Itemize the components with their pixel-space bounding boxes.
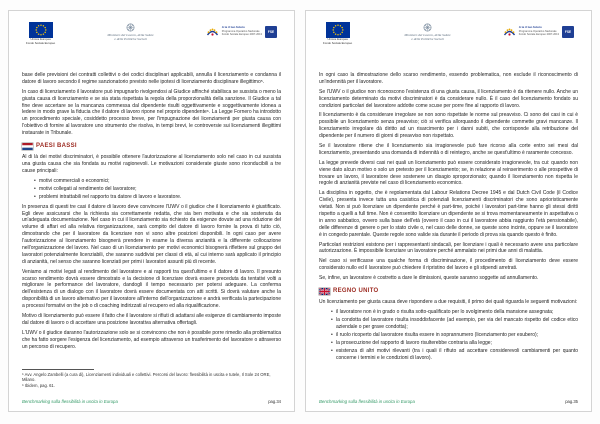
paragraph: L'UWV o il giudice daranno l'autorizzazione solo se si convincono che non è possibile porre rimedio alla problematica che ha fatto sorgere l'esigenza del licenziamento, ad esempio attraverso un trasferimento del lavoratore o attraverso un percorso di recupero.: [22, 329, 281, 350]
pon-text: [222, 26, 262, 37]
netherlands-flag-icon: [22, 143, 33, 150]
page-right: [305, 10, 592, 412]
bullet-list: [319, 309, 578, 361]
bullet-item: • il lavoratore non è in grado o risulta sotto-qualificato per lo svolgimento della mansione assegnata;: [331, 309, 578, 316]
pon-stars-icon: [206, 25, 219, 38]
page-left: [8, 10, 295, 412]
paragraph: Particolari restrizioni esistono per i rappresentanti sindacali, per licenziare i quali è necessario avere una particolare autorizzazione. È impossibile licenziare un lavoratore perché ammalato nei primi due anni di malattia.: [319, 241, 578, 255]
eu-flag-icon: [326, 22, 350, 38]
paragraph: La disciplina in oggetto, che è regolamentata dal Labour Relations Decree 1945 e dal Dutch Civil Code (il Codice Civile), presenta invece tutta una casistica di potenziali licenziamenti discriminatori che sono aprioristicamente vietati. Non si può licenziare un dipendente perché è part-time, poiché i lavoratori part-time hanno gli stessi diritti rispetto a quelli a full time. Non è consentito licenziare un dipendente se si trova momentaneamente in aspettativa o in anno sabbatico, ovvero sulla base dell'età (ovvero il caso in cui il lavoratore abbia raggiunto l'età pensionabile), delle differenze di genere o per lo stato civile o, nel caso delle donne, se queste sono incinte, oppure se il lavoratore è in congedo parentale. Queste regole sono valide sia durante il periodo di prova sia quando questo è finito.: [319, 190, 578, 238]
footnote: ⁶ Ibidem, pag. 61.: [22, 382, 55, 388]
eu-flag-logo: [26, 22, 55, 45]
bullet-item: • la prosecuzione del rapporto di lavoro risulterebbe contraria alla legge;: [331, 340, 578, 347]
ministry-name: Ministero del Lavoro, della Salute: [404, 33, 451, 37]
paragraph: In caso di licenziamento il lavoratore può impugnarlo rivolgendosi al Giudice affinché stabilisca se sussista o meno la giusta causa di licenziamento e se sia stata rispettata la regola della proporzionalità della sanzione. Il Giudice a tal fine deve accertare se la mancanza commessa dal dipendente risulti oggettivamente e soggettivamente idonea a ledere in modo grave la fiducia che il datore di lavoro ripone nel proprio dipendente⁶. La Legge Fornero ha introdotto un procedimento speciale, cosiddetto processo breve, per l'impugnazione dei licenziamenti per giusta causa con l'obiettivo di fornire al lavoratore uno strumento che risolva, in tempi brevi, le controversie sui licenziamenti illegittimi instaurate in Tribunale.: [22, 88, 281, 137]
eu-caption: Unione Europea: [30, 37, 51, 41]
ministry-logo: [404, 22, 450, 42]
pon-stars-icon: [503, 25, 516, 38]
fse-box: FSE: [562, 26, 574, 38]
paragraph: Se il lavoratore ritiene che il licenziamento sia irragionevole può fare ricorso alla corte entro sei mesi dal licenziamento, presentando una domanda di indennità o di reintegro, anche se quest'ultimo è raramente concesso.: [319, 143, 578, 156]
ministry-name: Ministero del Lavoro, della Salute: [107, 33, 154, 37]
page-header: [26, 22, 277, 60]
eu-caption: Unione Europea: [327, 37, 348, 41]
paragraph: Se l'UWV o il giudice non riconoscono l'esistenza di una giusta causa, il licenziamento è da ritenere nullo. Anche un licenziamento determinato da motivi discriminatori è da considerare nullo. È il caso del licenziamento fondato su condizioni particolari del lavoratore addotte come scuse per porre fine al rapporto di lavoro.: [319, 88, 578, 109]
section-heading-paesi-bassi: [22, 142, 281, 150]
pon-title: A te il tuo futuro: [221, 25, 245, 30]
footer-title: Benchmarking sulla flessibilità in uscita in Europa: [319, 399, 415, 404]
pon-subtitle: Programma Operativo Nazionale: [221, 30, 260, 34]
ministry-name: e delle Politiche Sociali: [411, 37, 444, 42]
bullet-item: • motivi collegati al rendimento del lavoratore;: [34, 186, 281, 193]
bullet-list: [22, 178, 281, 201]
page-footer: [319, 399, 578, 404]
paragraph: Un licenziamento per giusta causa deve rispondere a due requisiti, il primo dei quali riguarda le seguenti motivazioni:: [319, 299, 578, 306]
paragraph: Il licenziamento è da considerare irregolare se non sono rispettate le norme sul preavviso. Ci sono dei casi in cui è possibile un licenziamento senza preavviso; ciò si verifica allorquando il dipendente commette gravi mancanze. Il licenziamento irregolare dà diritto ad un risarcimento per i danni subiti, che corrisponde alla retribuzione del dipendente per il numero di giorni di preavviso non rispettato.: [319, 112, 578, 140]
fse-box: FSE: [265, 26, 277, 38]
pon-logo: [503, 22, 574, 38]
eu-flag-icon: [29, 22, 53, 38]
paragraph: Se, infine, un lavoratore è costretto a dare le dimissioni, queste saranno soggette ad annullamento.: [319, 275, 539, 282]
bullet-item: • esistenza di altri motivi rilevanti (tra i quali il rifiuto ad accettare considerevoli cambiamenti per quanto concerne i termini e le condizioni di lavoro).: [331, 348, 578, 362]
pon-subtitle: Programma Operativo Nazionale: [518, 30, 557, 34]
paragraph: Nel caso si verificasse una qualche forma di discriminazione, il procedimento di licenziamento deve essere considerato nullo ed il lavoratore può chiedere il ripristino del lavoro e gli stipendi arretrati.: [319, 258, 578, 272]
pon-subtitle: Fondo Sociale Europeo 2007-2013: [221, 33, 262, 37]
eu-caption: Fondo Sociale Europeo: [323, 40, 353, 45]
page-body: [22, 72, 281, 350]
pon-logo: [206, 22, 277, 38]
bullet-item: • il ruolo ricoperto dal lavoratore risulta essere in soprannumero (licenziamento per esubero);: [331, 332, 578, 339]
page-number: pag.34: [268, 399, 281, 404]
footnote: ⁵ Avv. Angelo Zambelli (a cura di), Licenziamenti individuali e collettivi. Percorsi del lavoro: flessibilità in uscita e tutele, Il Sole 24 ORE, Milano.: [22, 371, 271, 383]
footer-title: Benchmarking sulla flessibilità in uscita in Europa: [22, 399, 118, 404]
paragraph: In ogni caso la dimostrazione dello scarso rendimento, essendo problematica, non esclude il riconoscimento di un'indennità per il lavoratore.: [319, 72, 578, 85]
page-header: [323, 22, 574, 60]
page-number: pag.35: [565, 399, 578, 404]
paragraph: Motivo di licenziamento può essere il fatto che il lavoratore si rifiuti di adattarsi alle esigenze di cambiamento imposte dal datore di lavoro o di accettare una posizione lavorativa alternativa offertagli.: [22, 312, 281, 326]
ministry-logo: [107, 22, 153, 42]
paragraph: Veniamo ai motivi legati al rendimento del lavoratore e ai rapporti tra quest'ultimo e il datore di lavoro. Il presunto scarso rendimento dovrà essere dimostrato e la decisione di licenziare dovrà essere preceduta da tentativi volti a migliorare le performance del lavoratore, dandogli il tempo necessario per potersi adeguare. La conferma dell'esistenza di un dialogo con il lavoratore dovrà essere documentata con atti scritti. Si dovrà valutare anche la disponibilità di un lavoro alternativo per il lavoratore all'interno dell'organizzazione e andrà verificata la partecipazione a processi formativi on the job o di coaching indirizzati al recupero ed alla riqualificazione.: [22, 268, 282, 310]
pon-text: [519, 26, 559, 37]
paragraph: Al di là dei motivi discriminatori, è possibile ottenere l'autorizzazione al licenziamento solo nel caso in cui sussista una giusta causa che sia fondata su motivi ragionevoli. Le motivazioni considerate giuste sono riconducibili a tre cause principali:: [22, 154, 281, 175]
bullet-item: • problemi intrattabili nel rapporto tra datore di lavoro e lavoratore.: [34, 194, 281, 201]
eu-flag-logo: [323, 22, 352, 45]
pon-subtitle: Fondo Sociale Europeo 2007-2013: [518, 33, 559, 37]
section-title: PAESI BASSI: [36, 143, 77, 150]
footnote-rule: [22, 369, 94, 370]
ministry-name: e delle Politiche Sociali: [114, 37, 147, 42]
bullet-item: • motivi commerciali o economici;: [34, 178, 281, 185]
uk-flag-icon: [319, 288, 330, 295]
ministry-emblem-icon: [126, 23, 135, 32]
footnotes: [22, 369, 281, 388]
paragraph: In presenza di questi tre casi il datore di lavoro deve convincere l'UWV o il giudice che il licenziamento è giustificato. Egli deve assicurarsi che la richiesta sia correttamente redatta, che sia ben motivata e che sia sostenuta da un'adeguata documentazione. Nel caso in cui il licenziamento sia richiesto da esigenze dovute ad una riduzione del volume di affari ed alla relativa riorganizzazione, sarà compito del datore di lavoro fornire la prova di tutto ciò, dimostrando che per il lavoratore da licenziare non vi sono altre posizioni disponibili. In ogni caso per avere l'autorizzazione al licenziamento bisognerà prendere in esame la diversa anzianità e la differente collocazione nell'organizzazione del lavoro. Nel caso di un licenziamento per motivi economici bisognerà riflettere sul gruppo dei lavoratori potenzialmente licenziabili, che saranno suddivisi per classi di età, al cui interno sarà applicato il principio di anzianità, nel senso che saranno licenziati per primi i lavoratori assunti più di recente.: [22, 203, 281, 265]
pon-title: A te il tuo futuro: [518, 25, 542, 30]
eu-caption: Fondo Sociale Europeo: [26, 40, 56, 45]
page-body: [319, 72, 578, 361]
paragraph: La legge prevede diversi casi nei quali un licenziamento può essere considerato irragionevole, tra cui: quando non viene dato alcun motivo o solo un pretesto per il licenziamento; se, in relazione al reinserimento o alle prospettive di trovare un lavoro, il lavoratore deve sostenere un disagio sproporzionato; quando il licenziamento non rispetta le regole di anzianità previste nel caso di licenziamento economico.: [319, 159, 578, 187]
section-heading-regno-unito: [319, 287, 578, 295]
paragraph: base delle previsioni dei contratti collettivi o dei codici disciplinari applicabili, annulla il licenziamento e condanna il datore di lavoro secondo il regime sanzionatorio previsto nelle ipotesi di licenziamento disciplinare illegittimo⁵.: [22, 72, 281, 85]
ministry-emblem-icon: [423, 23, 432, 32]
page-footer: [22, 399, 281, 404]
section-title: REGNO UNITO: [333, 288, 379, 295]
bullet-item: • la condotta del lavoratore risulta insoddisfacente (ad esempio, per via del mancato rispetto del codice etico aziendale o per grave condotta);: [331, 317, 578, 331]
